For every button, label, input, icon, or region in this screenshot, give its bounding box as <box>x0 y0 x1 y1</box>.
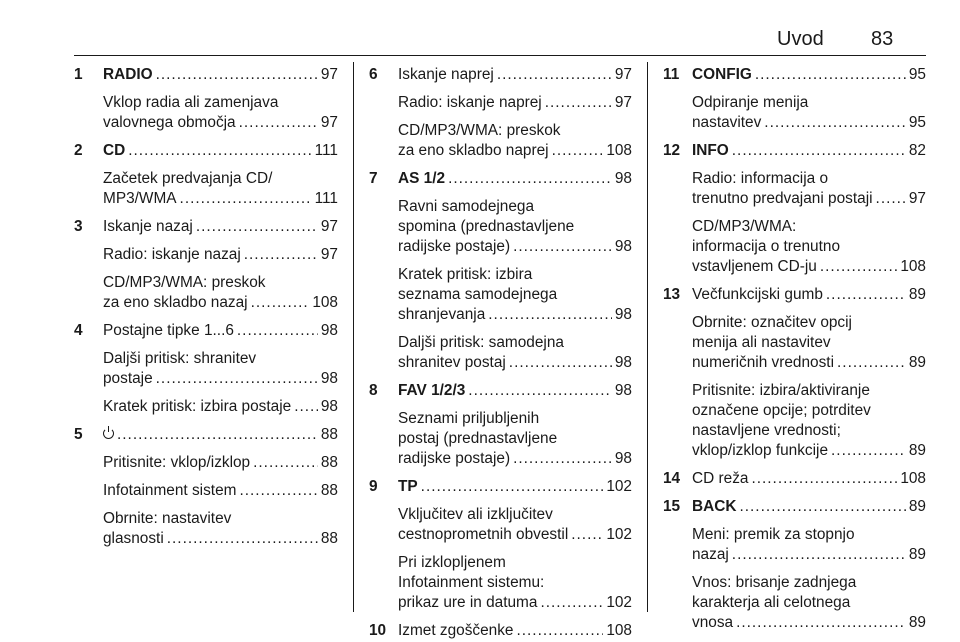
page-reference: 95 <box>908 66 926 83</box>
entry-label: shranitev postaj <box>398 354 506 371</box>
entry-leader-line <box>398 169 632 189</box>
column-2 <box>369 65 632 639</box>
page-reference: 102 <box>606 594 632 611</box>
entry-text-line: Ravni samodejnega <box>398 198 535 215</box>
entry-label: radijske postaje) <box>398 238 511 255</box>
toc-entry <box>663 469 926 489</box>
entry-label: Postajne tipke 1...6 <box>103 322 234 339</box>
entry-leader-line <box>103 189 338 209</box>
entry-leader-line <box>692 65 926 85</box>
entry-label: vklop/izklop funkcije <box>692 442 829 459</box>
entry-leader-line <box>103 65 338 85</box>
toc-entry <box>369 169 632 189</box>
page-reference: 102 <box>606 526 632 543</box>
page-reference: 97 <box>908 190 926 207</box>
dot-leader <box>876 189 906 209</box>
dot-leader <box>167 529 318 549</box>
entry-label: Iskanje nazaj <box>103 218 193 235</box>
dot-leader <box>253 453 318 473</box>
toc-entry <box>663 65 926 85</box>
entry-label: trenutno predvajani postaji <box>692 190 873 207</box>
page-number: 83 <box>871 28 894 50</box>
entry-leader-line <box>398 141 632 161</box>
entry-text-line: Vklop radia ali zamenjava <box>103 94 279 111</box>
page-reference: 95 <box>908 114 926 131</box>
toc-entry <box>369 197 632 257</box>
dot-leader <box>294 397 318 417</box>
toc-entry <box>74 141 338 161</box>
dot-leader <box>117 425 318 445</box>
dot-leader <box>488 305 612 325</box>
power-icon <box>103 428 114 439</box>
toc-entry <box>74 509 338 549</box>
entry-label: Kratek pritisk: izbira postaje <box>103 398 292 415</box>
page-reference: 89 <box>908 354 926 371</box>
toc-entry <box>74 65 338 85</box>
page-reference: 108 <box>312 294 338 311</box>
item-number: 8 <box>369 382 378 399</box>
column-3 <box>663 65 926 631</box>
entry-label: radijske postaje) <box>398 450 511 467</box>
page-reference: 98 <box>320 322 338 339</box>
entry-leader-line <box>398 381 632 401</box>
control-name: RADIO <box>103 66 153 83</box>
column-1 <box>74 65 338 610</box>
entry-leader-line <box>398 477 632 497</box>
toc-entry <box>663 169 926 209</box>
control-name: TP <box>398 478 418 495</box>
toc-entry <box>663 525 926 565</box>
item-number: 4 <box>74 322 83 339</box>
entry-leader-line <box>103 481 338 501</box>
dot-leader <box>751 469 897 489</box>
page-reference: 97 <box>320 114 338 131</box>
toc-entry <box>369 93 632 113</box>
toc-entry <box>663 93 926 133</box>
dot-leader <box>509 353 612 373</box>
dot-leader <box>237 321 318 341</box>
page-reference: 88 <box>320 530 338 547</box>
dot-leader <box>239 113 318 133</box>
entry-text-line: Vnos: brisanje zadnjega <box>692 574 857 591</box>
page-reference: 98 <box>320 370 338 387</box>
item-number: 3 <box>74 218 83 235</box>
dot-leader <box>421 477 604 497</box>
entry-leader-line <box>103 245 338 265</box>
page-reference: 108 <box>900 470 926 487</box>
column-divider <box>353 62 354 612</box>
entry-text-line: informacija o trenutno <box>692 238 840 255</box>
dot-leader <box>732 545 906 565</box>
dot-leader <box>571 525 603 545</box>
entry-leader-line <box>398 65 632 85</box>
toc-entry <box>369 265 632 325</box>
toc-entry <box>369 621 632 641</box>
toc-entry <box>74 93 338 133</box>
entry-label: nastavitev <box>692 114 762 131</box>
entry-label: cestnoprometnih obvestil <box>398 526 569 543</box>
entry-leader-line <box>692 613 926 633</box>
entry-leader-line <box>103 217 338 237</box>
entry-text-line: Odpiranje menija <box>692 94 809 111</box>
item-number: 11 <box>663 66 680 83</box>
page-reference: 111 <box>314 142 338 159</box>
entry-label: valovnega območja <box>103 114 236 131</box>
page-reference: 88 <box>320 454 338 471</box>
page-reference: 82 <box>908 142 926 159</box>
dot-leader <box>196 217 318 237</box>
dot-leader <box>764 113 906 133</box>
dot-leader <box>755 65 906 85</box>
entry-text-line: Meni: premik za stopnjo <box>692 526 855 543</box>
page-reference: 97 <box>320 246 338 263</box>
page-reference: 98 <box>614 382 632 399</box>
entry-text-line: Pri izklopljenem <box>398 554 506 571</box>
item-number: 5 <box>74 426 83 443</box>
entry-text-line: Začetek predvajanja CD/ <box>103 170 273 187</box>
toc-entry <box>74 217 338 237</box>
dot-leader <box>128 141 311 161</box>
page-reference: 98 <box>614 450 632 467</box>
entry-label: nazaj <box>692 546 729 563</box>
control-name: BACK <box>692 498 737 515</box>
entry-leader-line <box>103 141 338 161</box>
dot-leader <box>732 141 906 161</box>
entry-text-line: Pritisnite: izbira/aktiviranje <box>692 382 870 399</box>
toc-entry <box>74 425 338 445</box>
entry-label: MP3/WMA <box>103 190 177 207</box>
page-reference: 108 <box>900 258 926 275</box>
toc-entry <box>369 477 632 497</box>
entry-text-line: postaj (prednastavljene <box>398 430 558 447</box>
page-header <box>74 26 926 50</box>
control-name: FAV 1/2/3 <box>398 382 466 399</box>
dot-leader <box>545 93 612 113</box>
dot-leader <box>736 613 906 633</box>
dot-leader <box>820 257 897 277</box>
entry-text-line: Daljši pritisk: samodejna <box>398 334 564 351</box>
entry-label: glasnosti <box>103 530 164 547</box>
entry-leader-line <box>398 93 632 113</box>
entry-text-line: Obrnite: označitev opcij <box>692 314 852 331</box>
dot-leader <box>156 65 318 85</box>
page-reference: 98 <box>614 306 632 323</box>
toc-entry <box>369 505 632 545</box>
entry-leader-line <box>692 497 926 517</box>
item-number: 14 <box>663 470 681 487</box>
header-rule <box>74 55 926 56</box>
page-reference: 97 <box>320 218 338 235</box>
entry-label <box>103 425 114 445</box>
entry-leader-line <box>103 369 338 389</box>
entry-leader-line <box>103 113 338 133</box>
dot-leader <box>837 353 906 373</box>
entry-text-line: Radio: informacija o <box>692 170 829 187</box>
entry-leader-line <box>692 141 926 161</box>
entry-leader-line <box>692 113 926 133</box>
entry-leader-line <box>398 305 632 325</box>
entry-label: shranjevanja <box>398 306 486 323</box>
toc-entry <box>369 381 632 401</box>
item-number: 10 <box>369 622 387 639</box>
entry-leader-line <box>692 285 926 305</box>
dot-leader <box>540 593 603 613</box>
entry-label: Radio: iskanje naprej <box>398 94 542 111</box>
toc-entry <box>663 217 926 277</box>
toc-entry <box>663 573 926 633</box>
control-name: CD <box>103 142 126 159</box>
entry-text-line: karakterja ali celotnega <box>692 594 851 611</box>
entry-text-line: Seznami priljubljenih <box>398 410 540 427</box>
toc-entry <box>74 397 338 417</box>
dot-leader <box>739 497 905 517</box>
dot-leader <box>552 141 604 161</box>
entry-leader-line <box>692 545 926 565</box>
entry-leader-line <box>398 621 632 641</box>
toc-entry <box>74 273 338 313</box>
entry-leader-line <box>398 237 632 257</box>
dot-leader <box>826 285 906 305</box>
page-reference: 102 <box>606 478 632 495</box>
item-number: 13 <box>663 286 681 303</box>
entry-leader-line <box>398 525 632 545</box>
dot-leader <box>180 189 312 209</box>
entry-leader-line <box>398 449 632 469</box>
page-reference: 108 <box>606 142 632 159</box>
toc-entry <box>74 481 338 501</box>
entry-label: Izmet zgoščenke <box>398 622 514 639</box>
entry-text-line: Kratek pritisk: izbira <box>398 266 533 283</box>
page-reference: 97 <box>320 66 338 83</box>
entry-text-line: CD/MP3/WMA: preskok <box>398 122 561 139</box>
dot-leader <box>239 481 317 501</box>
entry-label: CD reža <box>692 470 749 487</box>
entry-text-line: seznama samodejnega <box>398 286 558 303</box>
control-name: AS 1/2 <box>398 170 446 187</box>
entry-leader-line <box>692 441 926 461</box>
item-number: 15 <box>663 498 681 515</box>
toc-entry <box>369 121 632 161</box>
toc-entry <box>74 349 338 389</box>
item-number: 9 <box>369 478 378 495</box>
entry-text-line: menija ali nastavitev <box>692 334 831 351</box>
entry-label: za eno skladbo nazaj <box>103 294 248 311</box>
page-reference: 111 <box>314 190 338 207</box>
entry-label: Večfunkcijski gumb <box>692 286 823 303</box>
toc-entry <box>663 497 926 517</box>
entry-leader-line <box>103 293 338 313</box>
entry-label: vstavljenem CD-ju <box>692 258 817 275</box>
toc-entry <box>663 285 926 305</box>
toc-entry <box>369 553 632 613</box>
page-reference: 89 <box>908 498 926 515</box>
item-number: 2 <box>74 142 83 159</box>
toc-entry <box>74 245 338 265</box>
dot-leader <box>468 381 612 401</box>
section-title: Uvod <box>777 28 824 50</box>
entry-leader-line <box>692 469 926 489</box>
page-reference: 89 <box>908 546 926 563</box>
entry-leader-line <box>103 397 338 417</box>
entry-label: prikaz ure in datuma <box>398 594 538 611</box>
item-number: 7 <box>369 170 378 187</box>
page-reference: 108 <box>606 622 632 639</box>
entry-text-line: CD/MP3/WMA: <box>692 218 797 235</box>
entry-label: numeričnih vrednosti <box>692 354 835 371</box>
page-reference: 98 <box>614 238 632 255</box>
entry-leader-line <box>692 257 926 277</box>
entry-text-line: označene opcije; potrditev <box>692 402 871 419</box>
entry-label: Infotainment sistem <box>103 482 237 499</box>
entry-text-line: spomina (prednastavljene <box>398 218 575 235</box>
entry-leader-line <box>103 425 338 445</box>
dot-leader <box>244 245 318 265</box>
entry-leader-line <box>692 353 926 373</box>
entry-text-line: Obrnite: nastavitev <box>103 510 232 527</box>
entry-text-line: Daljši pritisk: shranitev <box>103 350 257 367</box>
dot-leader <box>251 293 310 313</box>
toc-entry <box>369 65 632 85</box>
dot-leader <box>513 237 612 257</box>
entry-leader-line <box>692 189 926 209</box>
entry-text-line: nastavljene vrednosti; <box>692 422 841 439</box>
page-reference: 88 <box>320 482 338 499</box>
entry-leader-line <box>103 453 338 473</box>
dot-leader <box>156 369 318 389</box>
item-number: 6 <box>369 66 378 83</box>
page-reference: 88 <box>320 426 338 443</box>
dot-leader <box>448 169 612 189</box>
entry-leader-line <box>398 353 632 373</box>
page-reference: 89 <box>908 442 926 459</box>
column-divider <box>647 62 648 612</box>
page-reference: 89 <box>908 614 926 631</box>
toc-entry <box>74 453 338 473</box>
entry-label: Radio: iskanje nazaj <box>103 246 241 263</box>
toc-entry <box>663 381 926 461</box>
entry-leader-line <box>103 321 338 341</box>
page-reference: 97 <box>614 94 632 111</box>
entry-text-line: CD/MP3/WMA: preskok <box>103 274 266 291</box>
dot-leader <box>513 449 612 469</box>
page-reference: 98 <box>614 354 632 371</box>
toc-entry <box>74 321 338 341</box>
item-number: 12 <box>663 142 681 159</box>
toc-entry <box>663 141 926 161</box>
page-reference: 97 <box>614 66 632 83</box>
control-name: CONFIG <box>692 66 752 83</box>
entry-label: postaje <box>103 370 153 387</box>
dot-leader <box>516 621 603 641</box>
entry-label: vnosa <box>692 614 734 631</box>
control-name: INFO <box>692 142 729 159</box>
entry-label: Pritisnite: vklop/izklop <box>103 454 251 471</box>
entry-leader-line <box>103 529 338 549</box>
toc-entry <box>369 333 632 373</box>
entry-text-line: Infotainment sistemu: <box>398 574 545 591</box>
page-reference: 89 <box>908 286 926 303</box>
entry-leader-line <box>398 593 632 613</box>
entry-label: Iskanje naprej <box>398 66 494 83</box>
item-number: 1 <box>74 66 83 83</box>
page-reference: 98 <box>320 398 338 415</box>
toc-entry <box>369 409 632 469</box>
toc-entry <box>663 313 926 373</box>
entry-label: za eno skladbo naprej <box>398 142 549 159</box>
dot-leader <box>831 441 906 461</box>
toc-entry <box>74 169 338 209</box>
page-reference: 98 <box>614 170 632 187</box>
dot-leader <box>497 65 612 85</box>
entry-text-line: Vključitev ali izključitev <box>398 506 553 523</box>
